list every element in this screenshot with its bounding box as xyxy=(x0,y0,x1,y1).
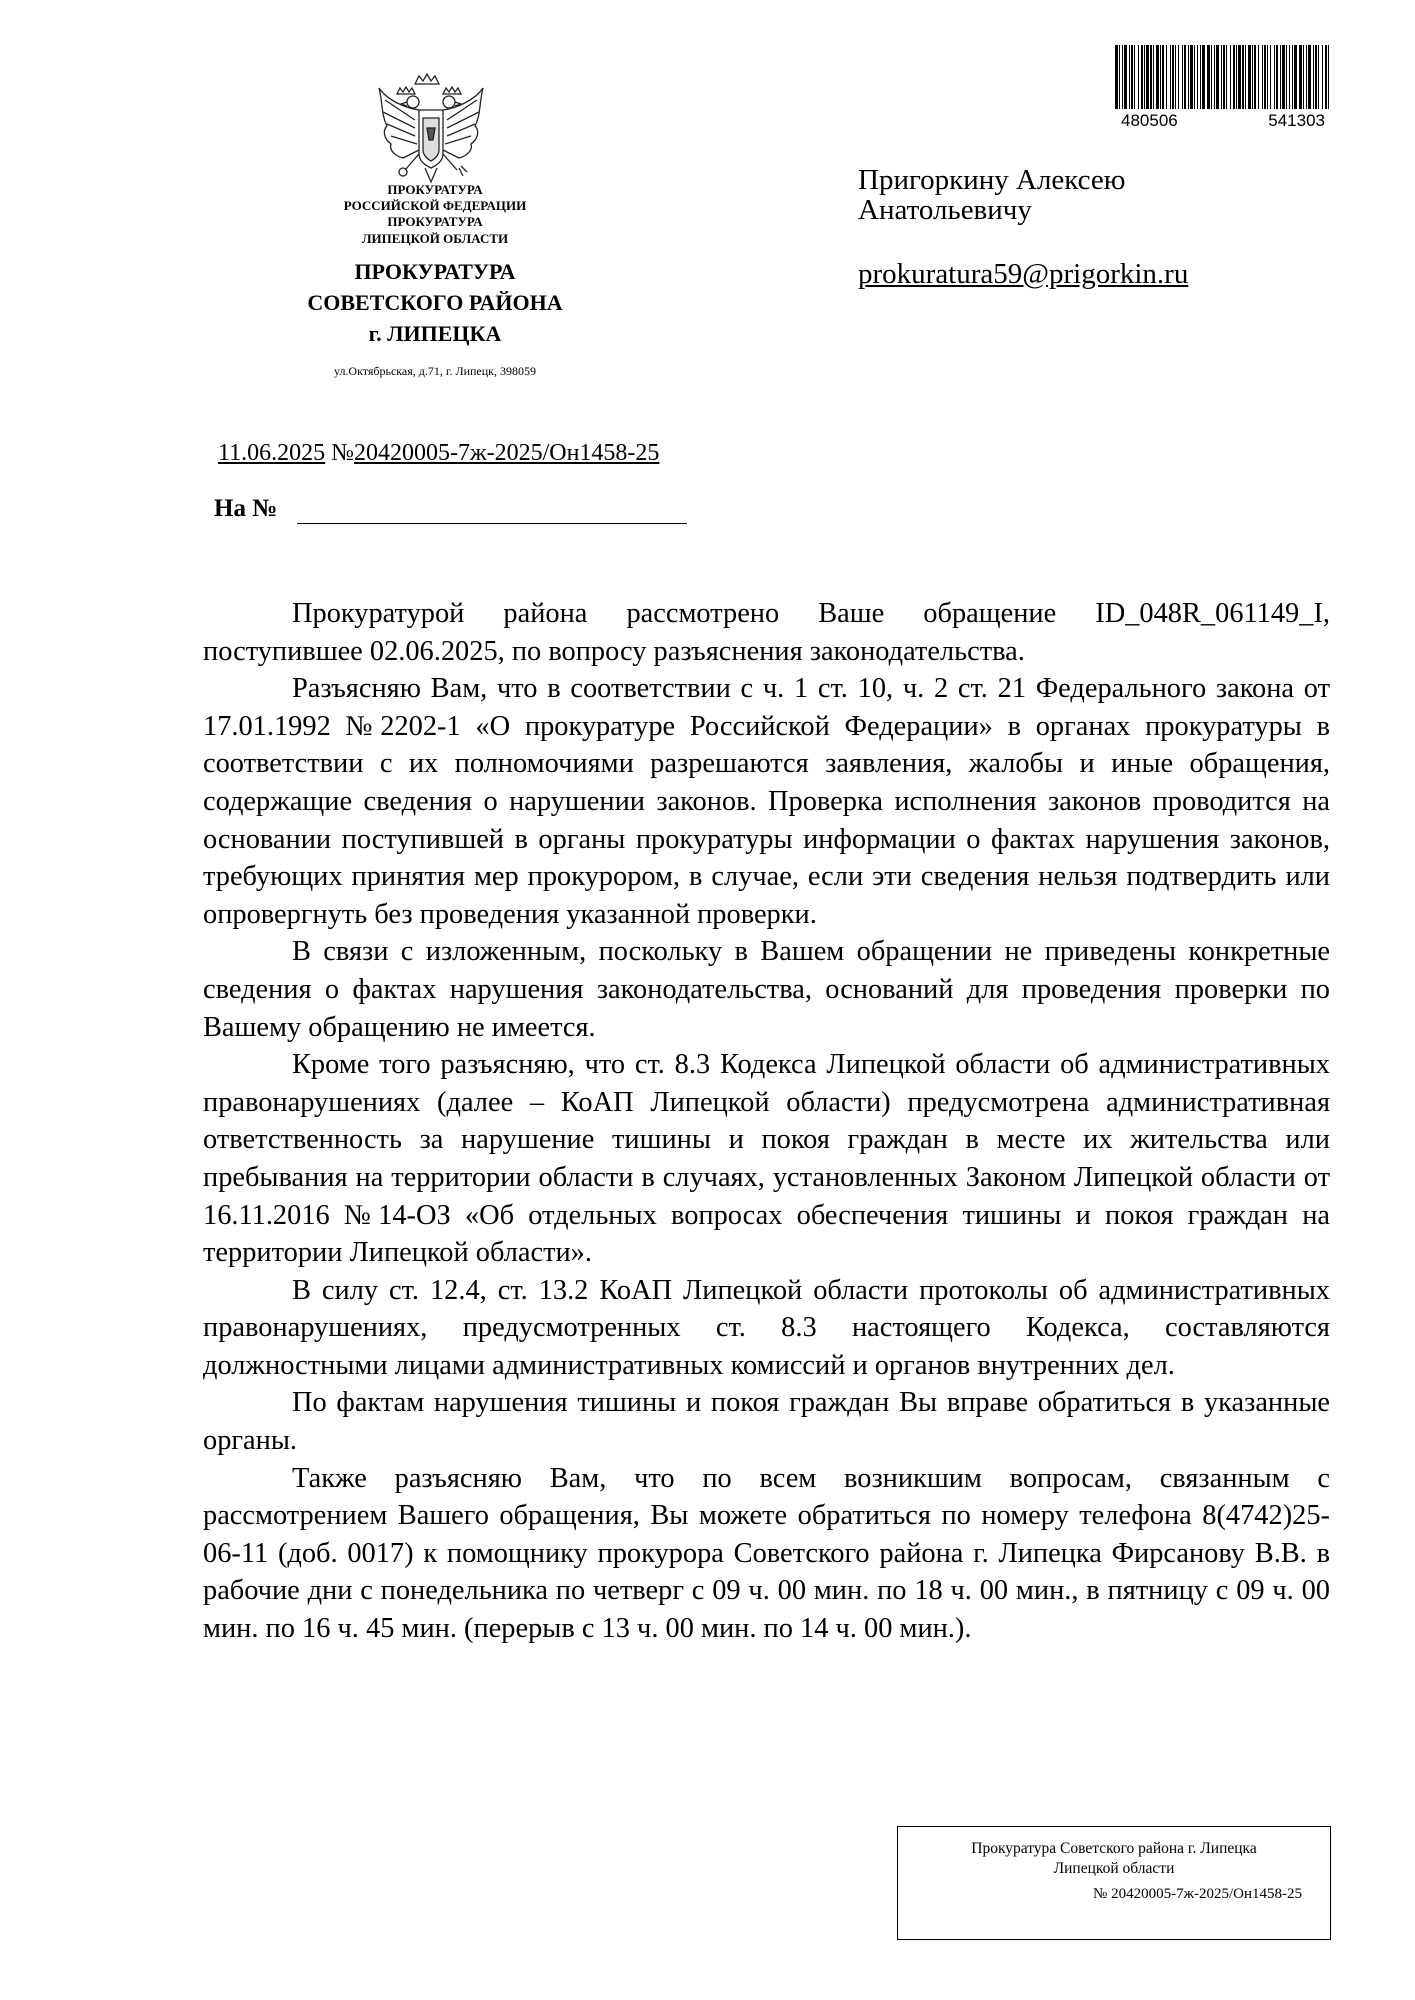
body-paragraph-3: В связи с изложенным, поскольку в Вашем обращении не приведены конкретные сведения о фактах нарушения законодательства, оснований для проведения проверки по Вашему обращению не имеется. xyxy=(203,936,1330,1043)
russian-double-headed-eagle-icon xyxy=(375,70,487,188)
stamp-line-1: Прокуратура Советского района г. Липецка xyxy=(971,1840,1257,1857)
reference-date: 11.06.2025 xyxy=(218,440,326,466)
body-paragraph-4: Кроме того разъясняю, что ст. 8.3 Кодекса Липецкой области об административных правонарушениях (далее – КоАП Липецкой области) предусмотрена административная ответственность за нарушение тишины и покоя граждан в месте их жительства или пребывания на территории области в случаях, установленных Законом Липецкой области от 16.11.2016 №14-ОЗ «Об отдельных вопросах обеспечения тишины и покоя граждан на территории Липецкой области». xyxy=(203,1049,1330,1269)
sender-name-1: ПРОКУРАТУРА xyxy=(354,259,516,284)
recipient-name-line-2: Анатольевичу xyxy=(858,194,1032,226)
sender-name-2: СОВЕТСКОГО РАЙОНА xyxy=(307,290,563,315)
sender-line-4: ЛИПЕЦКОЙ ОБЛАСТИ xyxy=(361,231,509,246)
recipient-email[interactable]: prokuratura59@prigorkin.ru xyxy=(858,258,1189,290)
letter-body xyxy=(203,595,1330,1648)
sender-address: ул.Октябрьская, д.71, г. Липецк, 398059 xyxy=(333,364,537,378)
recipient-name-line-1: Пригоркину Алексею xyxy=(858,164,1126,196)
na-number-blank-line xyxy=(297,523,687,524)
barcode-right-number: 541303 xyxy=(1268,111,1325,130)
body-paragraph-2: Разъясняю Вам, что в соответствии с ч. 1 ст. 10, ч. 2 ст. 21 Федерального закона от 17.01.1992 №2202-1 «О прокуратуре Российской Федерации» в органах прокуратуры в соответствии с их полномочиями разрешаются заявления, жалобы и иные обращения, содержащие сведения о нарушении законов. Проверка исполнения законов проводится на основании поступившей в органы прокуратуры информации о фактах нарушения законов, требующих принятия мер прокурором, в случае, если эти сведения нельзя подтвердить или опровергнуть без проведения указанной проверки. xyxy=(203,673,1330,930)
reference-number: 20420005-7ж-2025/Он1458-25 xyxy=(354,440,660,466)
stamp-line-3: № 20420005-7ж-2025/Он1458-25 xyxy=(1093,1886,1302,1903)
sender-name-3: г. ЛИПЕЦКА xyxy=(368,321,502,346)
body-paragraph-6: По фактам нарушения тишины и покоя граждан Вы вправе обратиться в указанные органы. xyxy=(203,1387,1330,1457)
sender-line-2: РОССИЙСКОЙ ФЕДЕРАЦИИ xyxy=(343,198,527,213)
stamp-line-2: Липецкой области xyxy=(1053,1860,1175,1878)
registration-stamp xyxy=(897,1826,1331,1940)
barcode-icon xyxy=(1113,45,1333,113)
sender-line-1: ПРОКУРАТУРА xyxy=(387,182,483,197)
barcode-left-number: 480506 xyxy=(1121,111,1178,130)
body-paragraph-5: В силу ст. 12.4, ст. 13.2 КоАП Липецкой области протоколы об административных правонарушениях, предусмотренных ст. 8.3 настоящего Кодекса, составляются должностными лицами административных комиссий и органов внутренних дел. xyxy=(203,1274,1330,1381)
body-paragraph-1: Прокуратурой района рассмотрено Ваше обращение ID_048R_061149_I, поступившее 02.06.2025, по вопросу разъяснения законодательства. xyxy=(203,598,1330,667)
barcode-numbers xyxy=(1113,111,1333,131)
sender-line-3: ПРОКУРАТУРА xyxy=(387,214,483,229)
reference-line xyxy=(218,440,659,467)
body-paragraph-7: Также разъясняю Вам, что по всем возникшим вопросам, связанным с рассмотрением Вашего обращения, Вы можете обратиться по номеру телефона 8(4742)25-06-11 (доб. 0017) к помощнику прокурора Советского района г. Липецка Фирсанову В.В. в рабочие дни с понедельника по четверг с 09 ч. 00 мин. по 18 ч. 00 мин., в пятницу с 09 ч. 00 мин. по 16 ч. 45 мин. (перерыв с 13 ч. 00 мин. по 14 ч. 00 мин.). xyxy=(203,1462,1330,1645)
reference-number-sign: № xyxy=(331,440,355,466)
na-number-label: На № xyxy=(214,495,278,522)
